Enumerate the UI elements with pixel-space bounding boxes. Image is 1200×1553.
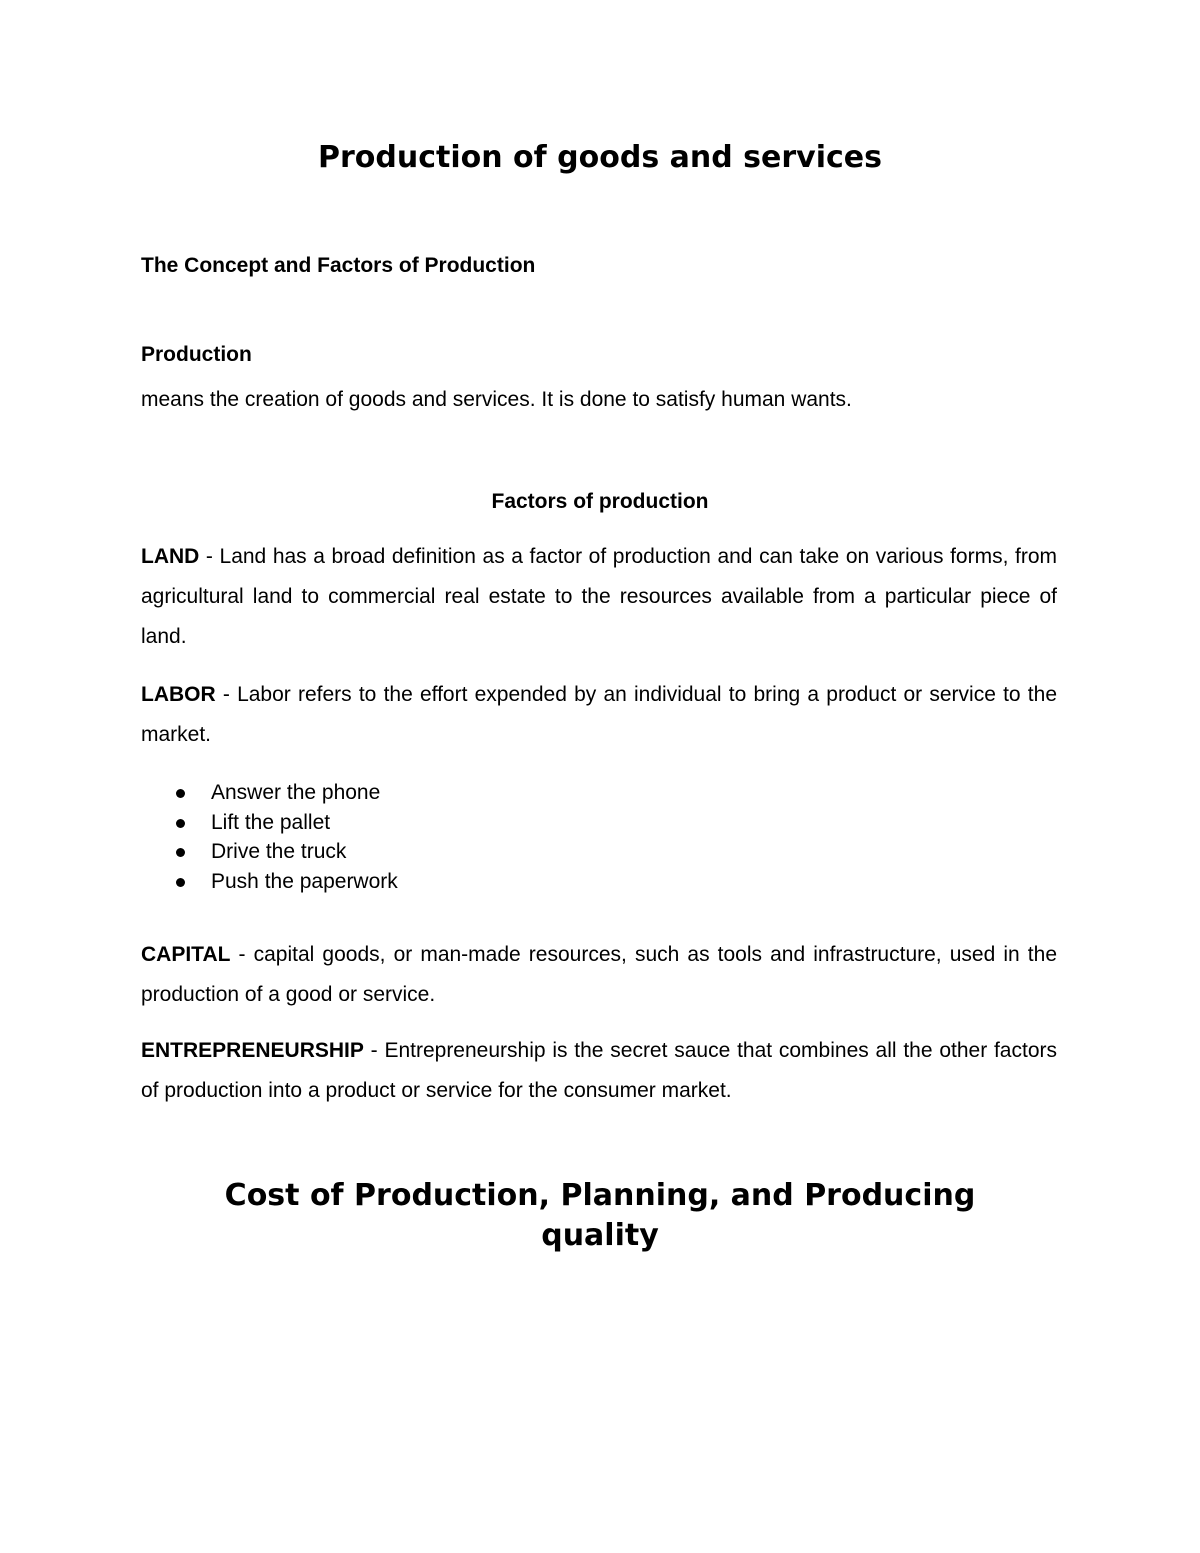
capital-paragraph xyxy=(141,935,1057,1015)
land-paragraph xyxy=(141,537,1057,657)
entrepreneurship-text: - Entrepreneurship is the secret sauce that combines all the other factors of production into a product or service for the consumer market. xyxy=(141,1039,1057,1102)
entrepreneurship-paragraph xyxy=(141,1031,1057,1111)
entrepreneurship-term: ENTREPRENEURSHIP xyxy=(141,1039,364,1062)
labor-examples-list xyxy=(141,778,398,896)
section-heading: The Concept and Factors of Production xyxy=(141,254,536,277)
capital-text: - capital goods, or man-made resources, such as tools and infrastructure, used in the production of a good or service. xyxy=(141,943,1057,1006)
list-item xyxy=(141,808,398,838)
land-text: - Land has a broad definition as a factor of production and can take on various forms, from agricultural land to commercial real estate to the resources available from a particular piece of land. xyxy=(141,545,1057,648)
document-title: Production of goods and services xyxy=(318,140,882,175)
bullet-icon xyxy=(176,878,185,887)
production-term: Production xyxy=(141,343,252,366)
list-item xyxy=(141,778,398,808)
cost-of-production-heading: Cost of Production, Planning, and Producing quality xyxy=(224,1178,976,1253)
capital-term: CAPITAL xyxy=(141,943,231,966)
labor-term: LABOR xyxy=(141,683,216,706)
list-item-text: Drive the truck xyxy=(211,840,347,863)
list-item-text: Lift the pallet xyxy=(211,810,331,834)
factors-heading: Factors of production xyxy=(491,490,709,513)
land-term: LAND xyxy=(141,545,200,568)
list-item-text: Answer the phone xyxy=(211,781,381,804)
production-definition: means the creation of goods and services. It is done to satisfy human wants. xyxy=(141,388,852,411)
list-item xyxy=(141,867,398,897)
labor-text: - Labor refers to the effort expended by an individual to bring a product or service to the market. xyxy=(141,683,1057,746)
bullet-icon xyxy=(176,848,185,857)
bullet-icon xyxy=(176,819,185,828)
list-item-text: Push the paperwork xyxy=(211,869,398,893)
list-item xyxy=(141,837,398,867)
bullet-icon xyxy=(176,789,185,798)
labor-paragraph xyxy=(141,675,1057,755)
